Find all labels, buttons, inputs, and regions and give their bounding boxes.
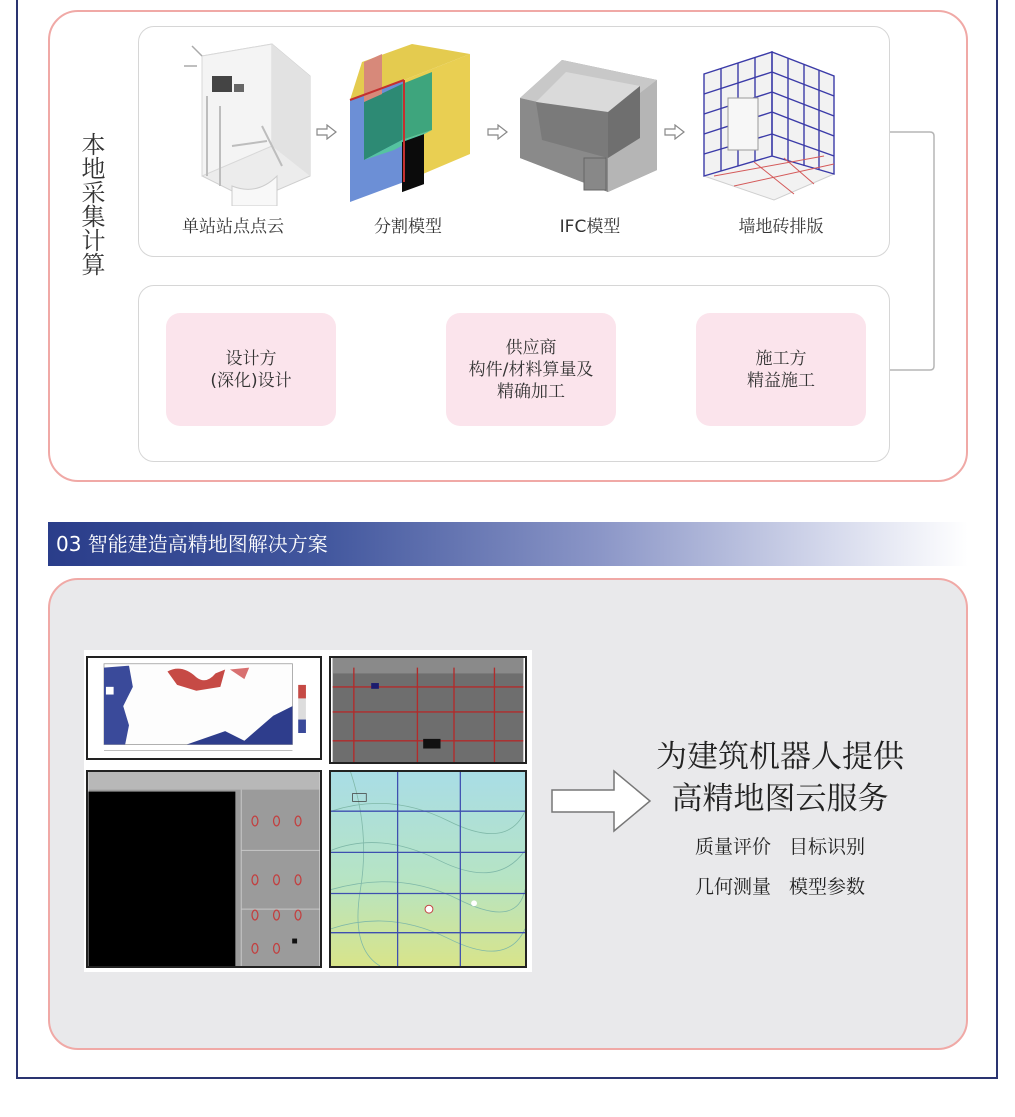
contour-elevation-map-icon — [329, 770, 527, 968]
role-line: 施工方 — [755, 348, 807, 369]
role-line: 设计方 — [225, 348, 277, 369]
role-line: (深化)设计 — [210, 370, 292, 391]
role-line: 精益施工 — [747, 370, 815, 391]
grayscale-grid-map-icon — [329, 656, 527, 764]
supplier-role-box — [446, 313, 616, 426]
headline-line: 高精地图云服务 — [671, 781, 889, 817]
segmented-room-model-icon — [342, 42, 472, 207]
flow-connector-line — [888, 128, 938, 378]
point-cloud-room-icon — [172, 36, 322, 206]
headline-line: 为建筑机器人提供 — [656, 739, 904, 775]
wall-tile-inspection-map-icon — [86, 770, 322, 968]
arrow-right-icon — [487, 124, 509, 140]
feature-line: 几何测量 模型参数 — [694, 876, 866, 898]
contractor-role-box — [696, 313, 866, 426]
step-label: 墙地砖排版 — [738, 217, 824, 237]
ifc-room-model-icon — [512, 40, 667, 195]
step-label: IFC模型 — [559, 217, 621, 237]
role-line: 供应商 — [505, 337, 557, 358]
deviation-heatmap-plot-icon — [86, 656, 322, 760]
step-label: 单站站点点云 — [182, 217, 284, 237]
feature-line: 质量评价 目标识别 — [694, 836, 866, 858]
tile-layout-model-icon — [694, 44, 844, 202]
arrow-right-icon — [664, 124, 686, 140]
role-line: 精确加工 — [497, 381, 565, 402]
arrow-right-icon — [316, 124, 338, 140]
step-label: 分割模型 — [374, 217, 442, 237]
side-label: 本地采集计算 — [77, 132, 105, 276]
role-line: 构件/材料算量及 — [468, 359, 594, 380]
designer-role-box — [166, 313, 336, 426]
section-title: 03 智能建造高精地图解决方案 — [56, 532, 328, 556]
